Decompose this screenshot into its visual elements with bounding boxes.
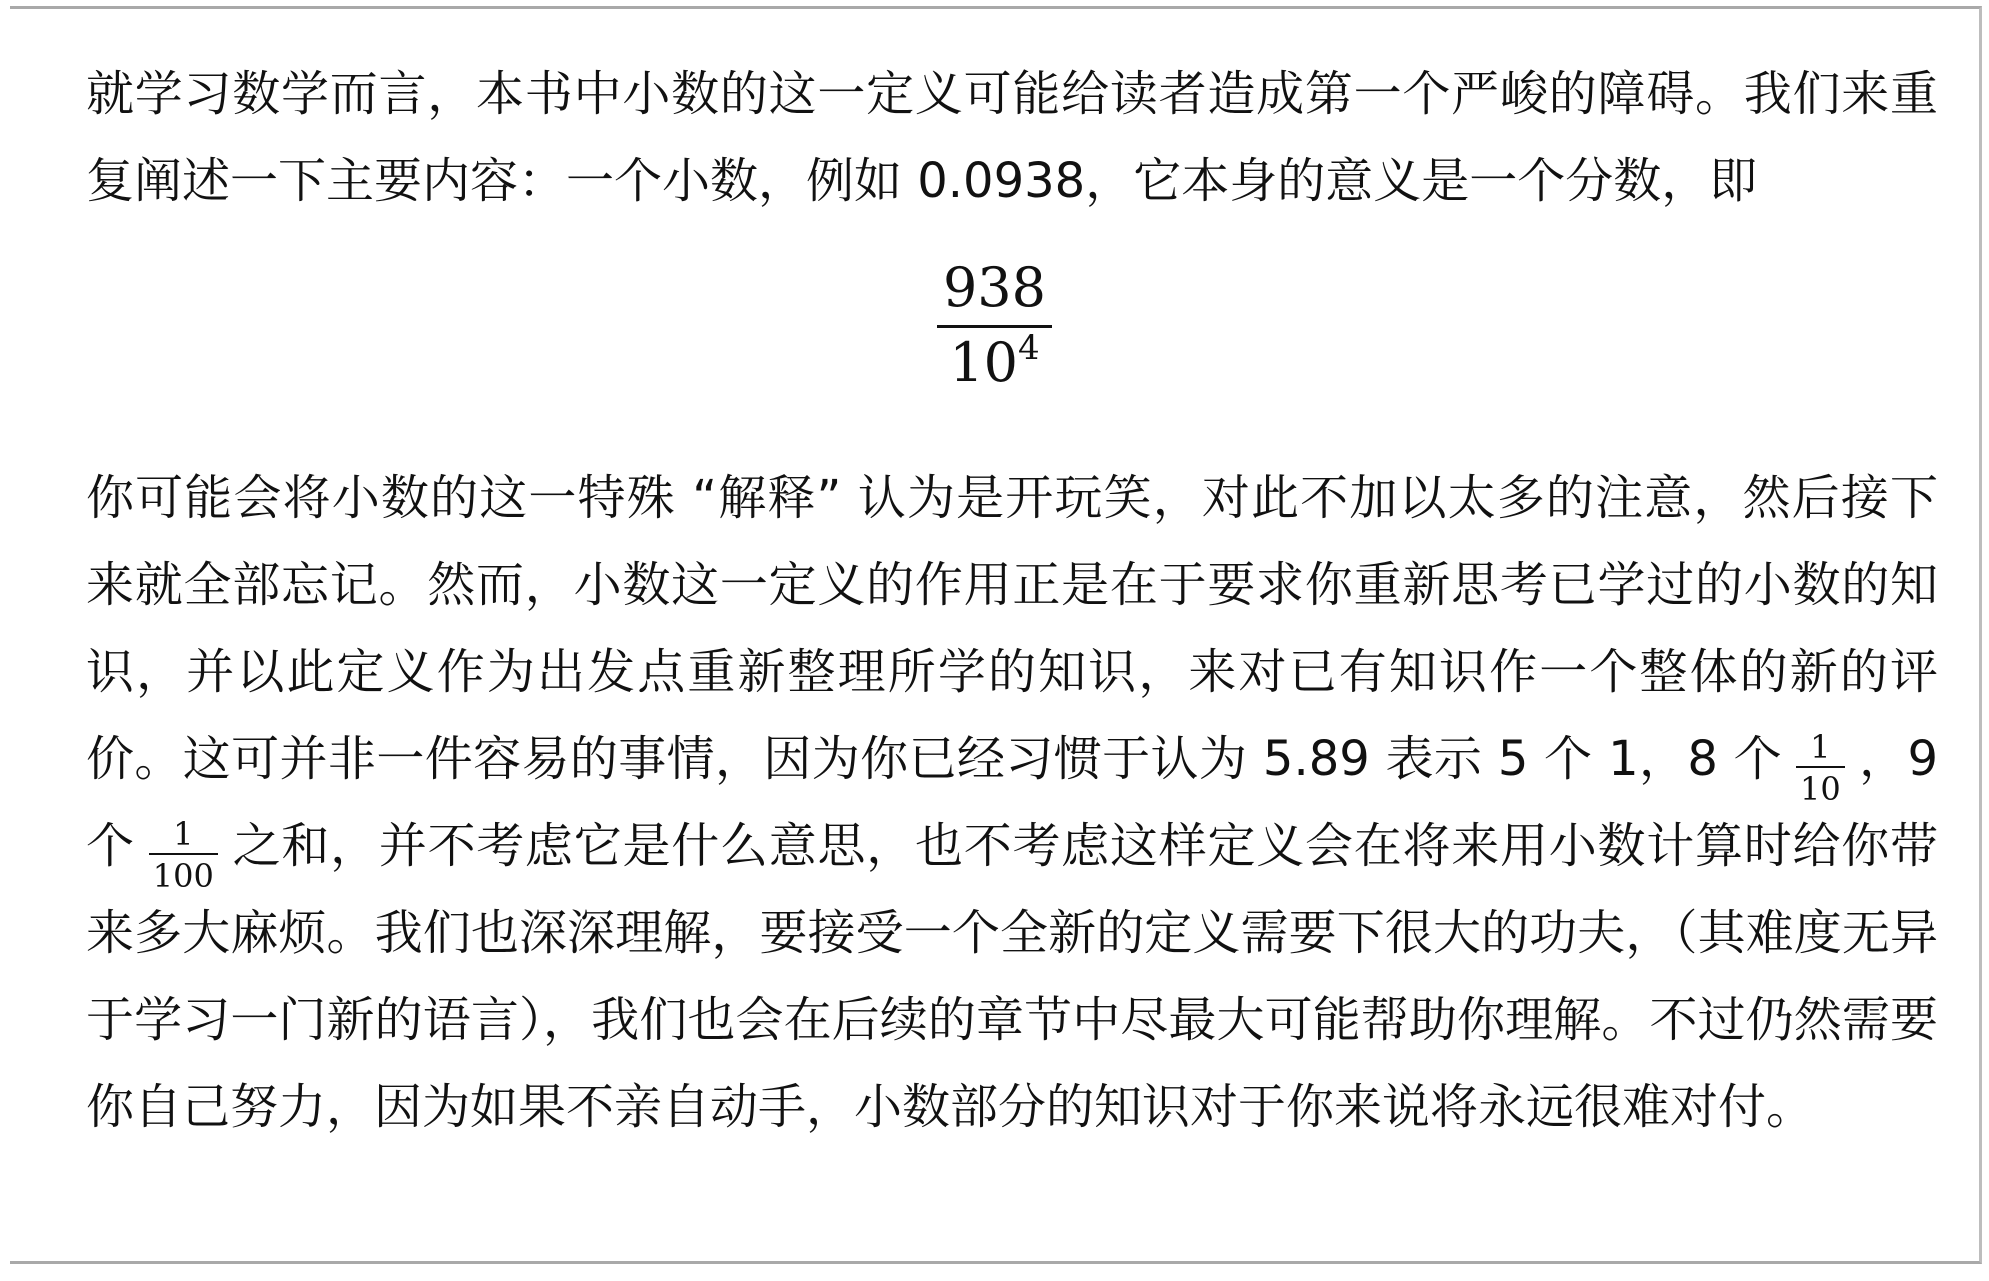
page-frame — [10, 6, 1982, 1264]
paragraph-intro — [86, 51, 1938, 225]
fraction-one-tenth-numerator: 1 — [1810, 728, 1831, 766]
fraction-one-hundredth — [149, 817, 218, 893]
fraction-938-over-10-pow-4 — [937, 256, 1052, 394]
paragraph-explanation — [86, 455, 1938, 1151]
display-formula — [10, 256, 1979, 394]
paragraph-explanation-segment-2: ，9 个 — [86, 731, 1938, 874]
fraction-one-hundredth-numerator: 1 — [173, 815, 194, 853]
fraction-one-hundredth-denominator: 100 — [152, 857, 214, 895]
fraction-one-tenth — [1796, 730, 1845, 806]
paragraph-intro-text: 就学习数学而言，本书中小数的这一定义可能给读者造成第一个严峻的障碍。我们来重复阐述一下主要内容：一个小数，例如 0.0938，它本身的意义是一个分数，即 — [86, 66, 1938, 209]
paragraph-explanation-segment-1: 你可能会将小数的这一特殊 “解释” 认为是开玩笑，对此不加以太多的注意，然后接下来就全部忘记。然而，小数这一定义的作用正是在于要求你重新思考已学过的小数的知识，并以此定义作为出发点重新整理所学的知识，来对已有知识作一个整体的新的评价。这可并非一件容易的事情，因为你已经习惯于认为 5.89 表示 5 个 1，8 个 — [86, 470, 1938, 787]
fraction-one-tenth-denominator: 10 — [1799, 770, 1841, 808]
paragraph-explanation-segment-3: 之和，并不考虑它是什么意思，也不考虑这样定义会在将来用小数计算时给你带来多大麻烦。我们也深深理解，要接受一个全新的定义需要下很大的功夫，（其难度无异于学习一门新的语言），我们也会在后续的章节中尽最大可能帮助你理解。不过仍然需要你自己努力，因为如果不亲自动手，小数部分的知识对于你来说将永远很难对付。 — [86, 818, 1938, 1135]
formula-denominator — [943, 328, 1045, 392]
formula-denominator-exponent: 4 — [1018, 328, 1040, 368]
formula-numerator: 938 — [942, 256, 1047, 319]
formula-denominator-base: 10 — [949, 331, 1019, 394]
